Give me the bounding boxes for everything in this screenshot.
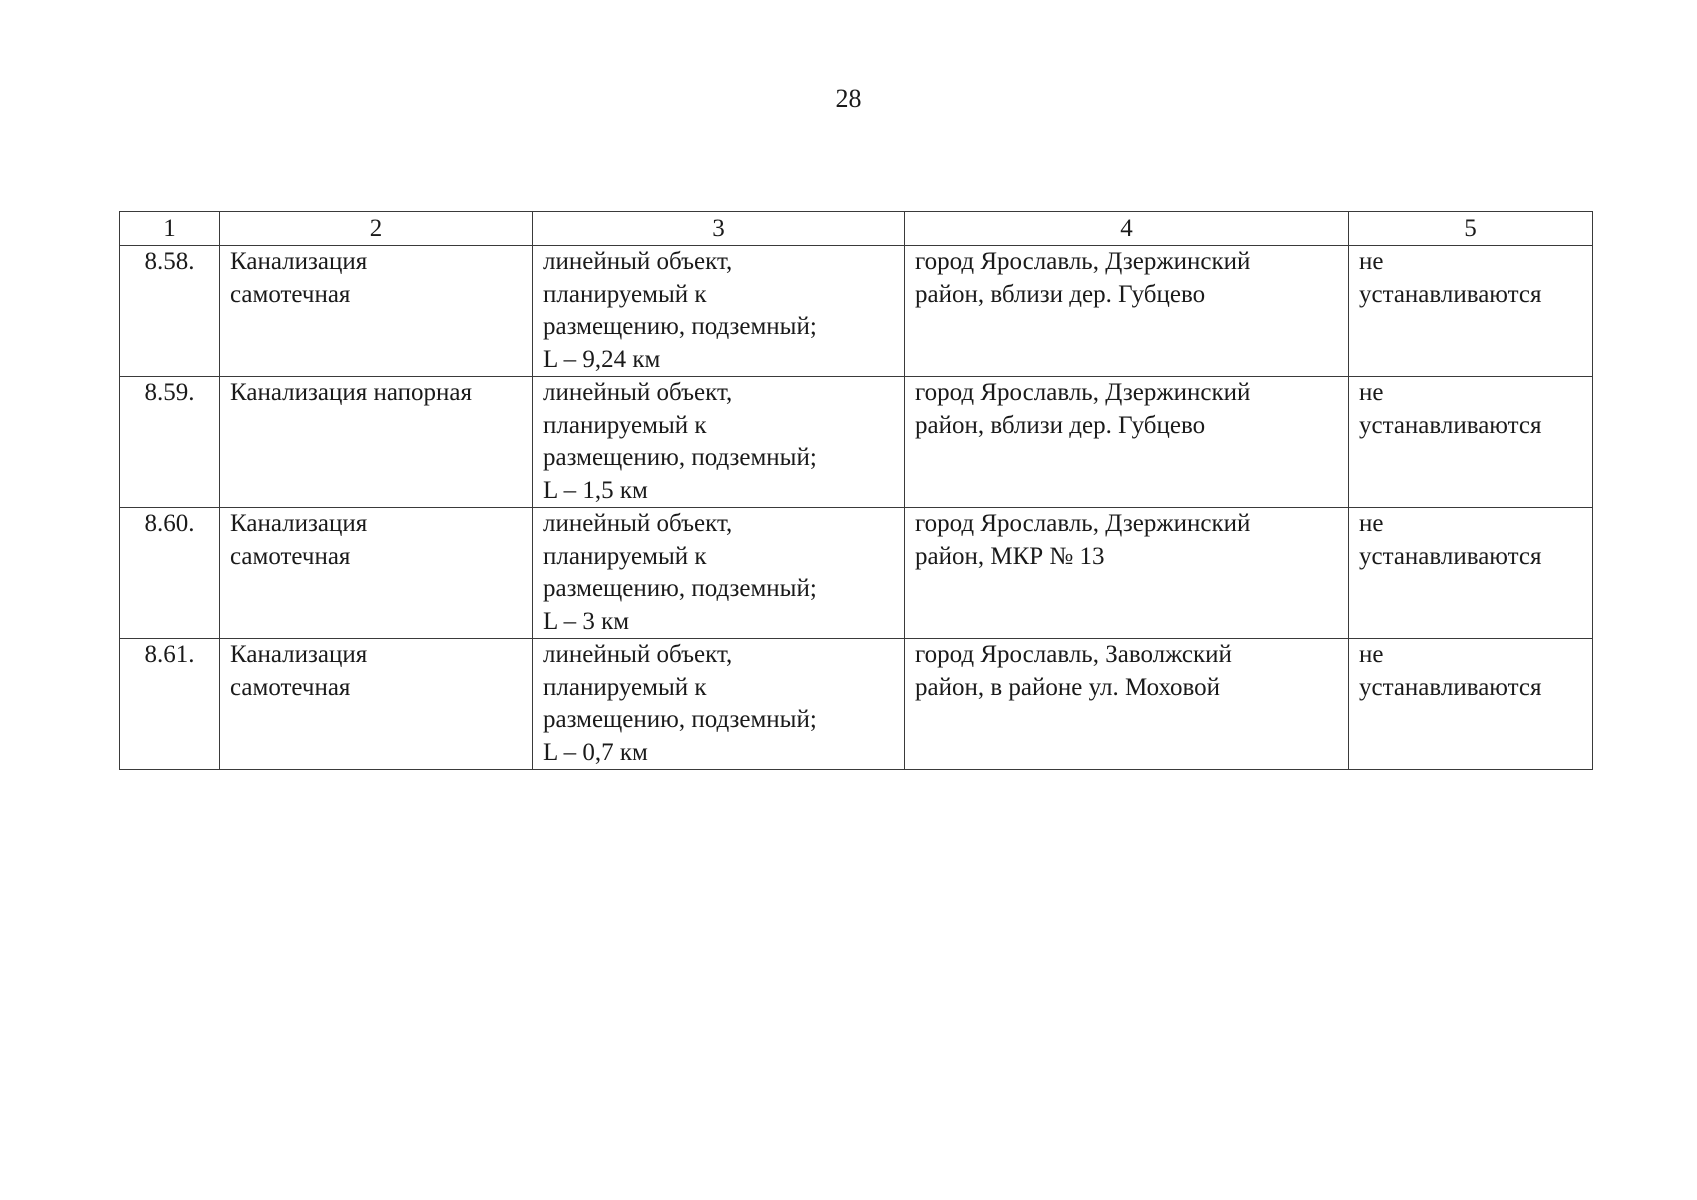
- cell-text-line: Канализация: [230, 248, 368, 275]
- data-table: [119, 211, 1593, 770]
- column-header-5: 5: [1349, 212, 1593, 246]
- cell-text-line: линейный объект,: [543, 248, 733, 275]
- cell-text-line: размещению, подземный;: [543, 575, 817, 602]
- cell-text-line: линейный объект,: [543, 510, 733, 537]
- column-header-2: 2: [220, 212, 533, 246]
- cell-text-line: планируемый к: [543, 280, 707, 308]
- cell-text-line: L – 9,24 км: [543, 345, 661, 373]
- cell-text-line: L – 3 км: [543, 607, 630, 635]
- cell-restriction: [1349, 508, 1593, 639]
- cell-name: [220, 377, 533, 508]
- table-row: [120, 639, 1593, 770]
- cell-name: [220, 246, 533, 377]
- cell-text-line: L – 0,7 км: [543, 738, 648, 766]
- cell-text-line: не: [1359, 248, 1384, 275]
- cell-text-line: район, вблизи дер. Губцево: [915, 411, 1206, 439]
- cell-text-line: район, МКР № 13: [915, 542, 1105, 570]
- row-number-cell: 8.61.: [120, 639, 220, 770]
- row-number-cell: 8.59.: [120, 377, 220, 508]
- cell-text-line: район, в районе ул. Моховой: [915, 673, 1221, 701]
- cell-text-line: не: [1359, 641, 1384, 668]
- cell-text-line: устанавливаются: [1359, 542, 1542, 570]
- cell-text-line: линейный объект,: [543, 379, 733, 406]
- table-header-row: [120, 212, 1593, 246]
- cell-location: [905, 246, 1349, 377]
- cell-text-line: устанавливаются: [1359, 280, 1542, 308]
- cell-text-line: размещению, подземный;: [543, 313, 817, 340]
- table-row: [120, 246, 1593, 377]
- cell-text-line: самотечная: [230, 280, 351, 308]
- cell-text-line: город Ярославль, Дзержинский: [915, 248, 1251, 275]
- cell-text-line: размещению, подземный;: [543, 706, 817, 733]
- cell-text-line: самотечная: [230, 673, 351, 701]
- cell-name: [220, 508, 533, 639]
- cell-text-line: устанавливаются: [1359, 673, 1542, 701]
- cell-description: [533, 246, 905, 377]
- cell-restriction: [1349, 246, 1593, 377]
- row-number-cell: 8.60.: [120, 508, 220, 639]
- cell-text-line: не: [1359, 379, 1384, 406]
- cell-location: [905, 508, 1349, 639]
- cell-text-line: планируемый к: [543, 411, 707, 439]
- cell-text-line: Канализация: [230, 510, 368, 537]
- cell-text-line: планируемый к: [543, 673, 707, 701]
- cell-text-line: город Ярославль, Дзержинский: [915, 510, 1251, 537]
- cell-location: [905, 377, 1349, 508]
- cell-text-line: не: [1359, 510, 1384, 537]
- cell-text-line: самотечная: [230, 542, 351, 570]
- cell-restriction: [1349, 639, 1593, 770]
- row-number-cell: 8.58.: [120, 246, 220, 377]
- cell-text-line: устанавливаются: [1359, 411, 1542, 439]
- cell-text-line: город Ярославль, Заволжский: [915, 641, 1232, 668]
- cell-text-line: район, вблизи дер. Губцево: [915, 280, 1206, 308]
- cell-text-line: линейный объект,: [543, 641, 733, 668]
- cell-text-line: город Ярославль, Дзержинский: [915, 379, 1251, 406]
- cell-text-line: Канализация напорная: [230, 379, 472, 406]
- cell-description: [533, 508, 905, 639]
- cell-text-line: планируемый к: [543, 542, 707, 570]
- table-row: [120, 508, 1593, 639]
- cell-location: [905, 639, 1349, 770]
- cell-name: [220, 639, 533, 770]
- table-row: [120, 377, 1593, 508]
- cell-text-line: L – 1,5 км: [543, 476, 648, 504]
- cell-text-line: размещению, подземный;: [543, 444, 817, 471]
- column-header-3: 3: [533, 212, 905, 246]
- column-header-4: 4: [905, 212, 1349, 246]
- cell-text-line: Канализация: [230, 641, 368, 668]
- cell-description: [533, 377, 905, 508]
- column-header-1: 1: [120, 212, 220, 246]
- cell-description: [533, 639, 905, 770]
- cell-restriction: [1349, 377, 1593, 508]
- page-number: 28: [835, 84, 862, 113]
